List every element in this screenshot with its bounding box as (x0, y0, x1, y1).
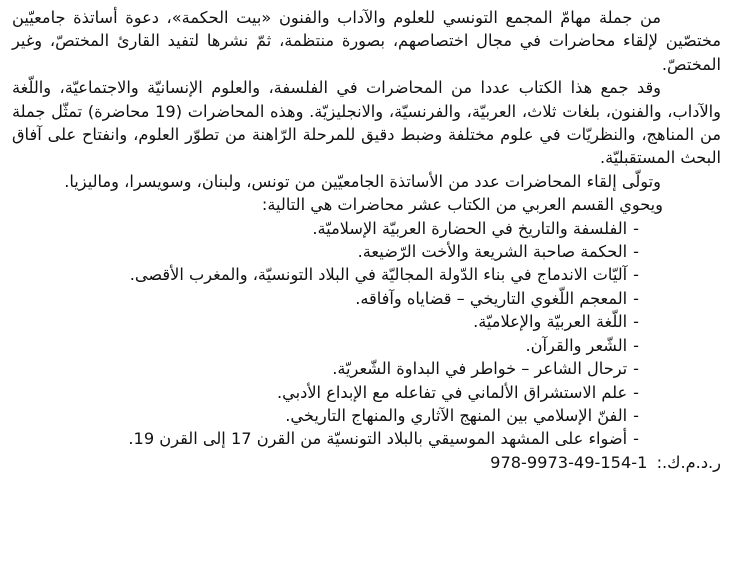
lecture-title: الشّعر والقرآن. (525, 335, 628, 355)
list-item (12, 240, 639, 263)
list-item (12, 287, 639, 310)
list-marker: - (633, 312, 639, 332)
list-marker: - (633, 382, 639, 402)
lecture-title: الفلسفة والتاريخ في الحضارة العربيّة الإسلاميّة. (312, 218, 628, 238)
list-item (12, 404, 639, 427)
isbn-number: 978-9973-49-154-1 (490, 452, 648, 472)
list-item (12, 427, 639, 450)
list-marker: - (633, 335, 639, 355)
contents-paragraph: وقد جمع هذا الكتاب عددا من المحاضرات في الفلسفة، والعلوم الإنسانيّة والاجتماعيّة، واللّغة والآداب، والفنون، بلغات ثلاث، العربيّة، والفرنسيّة، والانجليزيّة. وهذه المحاضرات (19 محاضرة) تمثّل جملة من المناهج، والنظريّات في علوم مختلفة وضبط دقيق للمرحلة الرّاهنة من تطوّر العلوم، وانفتاح على آفاق البحث المستقبليّة. (12, 78, 722, 168)
lectures-list-intro: ويحوي القسم العربي من الكتاب عشر محاضرات هي التالية: (261, 195, 663, 215)
isbn-label: ر.د.م.ك.: (656, 452, 721, 472)
intro-paragraph: من جملة مهامّ المجمع التونسي للعلوم والآداب والفنون «بيت الحكمة»، دعوة أساتذة جامعيّين مختصّين لإلقاء محاضرات في مجال اختصاصهم، بصورة منتظمة، ثمّ نشرها لتفيد القارئ المختصّ، وغير المختصّ. (12, 8, 721, 74)
list-item (12, 381, 639, 404)
list-item (12, 263, 639, 286)
isbn-line (12, 451, 721, 474)
lecture-title: المعجم اللّغوي التاريخي – قضاياه وآفاقه. (355, 288, 628, 308)
list-marker: - (633, 288, 639, 308)
list-marker: - (633, 265, 639, 285)
list-item (12, 217, 639, 240)
lecture-title: الفنّ الإسلامي بين المنهج الآثاري والمنهاج التاريخي. (285, 405, 628, 425)
lecture-title: الحكمة صاحبة الشريعة والأخت الرّضيعة. (357, 242, 628, 262)
lecturers-paragraph: وتولّى إلقاء المحاضرات عدد من الأساتذة الجامعيّين من تونس، ولبنان، وسويسرا، وماليزيا. (64, 171, 661, 191)
list-marker: - (633, 429, 639, 449)
list-marker: - (633, 242, 639, 262)
lecture-title: أضواء على المشهد الموسيقي بالبلاد التونسيّة من القرن 17 إلى القرن 19. (128, 429, 628, 449)
list-marker: - (633, 405, 639, 425)
list-marker: - (633, 359, 639, 379)
list-item (12, 357, 639, 380)
lecture-title: علم الاستشراق الألماني في تفاعله مع الإبداع الأدبي. (276, 382, 628, 402)
list-item (12, 334, 639, 357)
lectures-list (12, 217, 721, 451)
lecture-title: اللّغة العربيّة والإعلاميّة. (473, 312, 628, 332)
list-item (12, 310, 639, 333)
lecture-title: آليّات الاندماج في بناء الدّولة المجاليّة في البلاد التونسيّة، والمغرب الأقصى. (129, 265, 628, 285)
list-marker: - (633, 218, 639, 238)
lecture-title: ترحال الشاعر – خواطر في البداوة الشّعريّة. (332, 359, 628, 379)
